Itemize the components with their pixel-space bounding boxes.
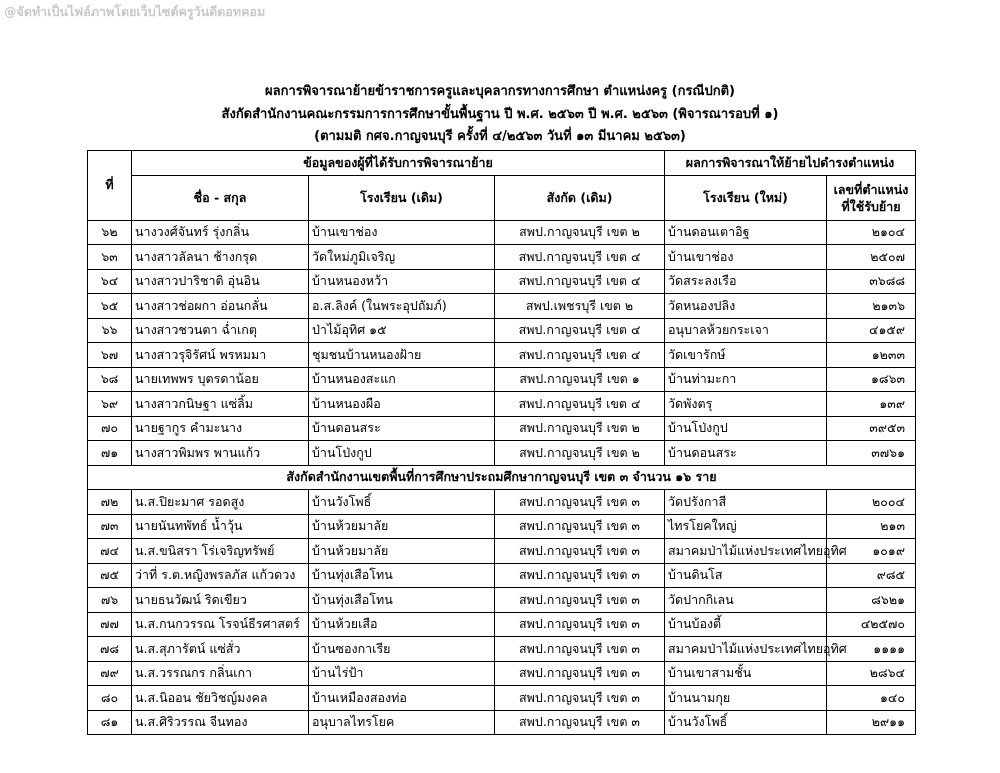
row-old-office: สพป.กาญจนบุรี เขต ๔ [495, 343, 665, 368]
section-title: สังกัดสำนักงานเขตพื้นที่การศึกษาประถมศึกษากาญจนบุรี เขต ๓ จำนวน ๑๖ ราย [88, 465, 916, 490]
row-new-school: บ้านบ้องตี้ [665, 612, 827, 637]
row-old-school: ชุมชนบ้านหนองฝ้าย [309, 343, 495, 368]
row-old-office: สพป.กาญจนบุรี เขต ๔ [495, 392, 665, 417]
row-old-office: สพป.กาญจนบุรี เขต ๓ [495, 661, 665, 686]
row-new-school: วัดเขารักษ์ [665, 343, 827, 368]
row-old-school: บ้านซองกาเรีย [309, 637, 495, 662]
row-old-school: บ้านทุ่งเสือโทน [309, 588, 495, 613]
row-name: นางสาวช่อผกา อ่อนกลั่น [132, 294, 309, 319]
row-number: ๗๔ [88, 539, 132, 564]
table-row [88, 710, 916, 735]
row-name: นางสาวพิมพร พานแก้ว [132, 441, 309, 466]
watermark: @จัดทำเป็นไฟล์ภาพโดยเว็บไซต์ครูวันดีดอทคอม [4, 4, 266, 19]
row-old-school: บ้านห้วยมาลัย [309, 539, 495, 564]
row-position-number: ๔๒๕๗๐ [827, 612, 916, 637]
row-number: ๖๒ [88, 220, 132, 245]
row-old-office: สพป.กาญจนบุรี เขต ๒ [495, 220, 665, 245]
row-old-school: บ้านโป่งกูป [309, 441, 495, 466]
row-name: น.ส.ศิริวรรณ จีนทอง [132, 710, 309, 735]
row-name: นางสาวรุจิรัศน์ พรหมมา [132, 343, 309, 368]
row-old-school: บ้านเหมืองสองท่อ [309, 686, 495, 711]
table-row [88, 245, 916, 270]
row-number: ๖๓ [88, 245, 132, 270]
row-new-school: บ้านดอนเตาอิฐ [665, 220, 827, 245]
row-old-school: บ้านห้วยมาลัย [309, 514, 495, 539]
row-old-office: สพป.กาญจนบุรี เขต ๒ [495, 416, 665, 441]
row-new-school: บ้านเขาสามชั้น [665, 661, 827, 686]
row-name: น.ส.กนกวรรณ โรจน์ธีรศาสตร์ [132, 612, 309, 637]
row-new-school: สมาคมป่าไม้แห่งประเทศไทยอุทิศ [665, 637, 827, 662]
row-old-office: สพป.กาญจนบุรี เขต ๓ [495, 588, 665, 613]
row-number: ๗๘ [88, 637, 132, 662]
row-position-number: ๒๑๐๔ [827, 220, 916, 245]
row-old-school: บ้านห้วยเสือ [309, 612, 495, 637]
header-applicant-info: ข้อมูลของผู้ที่ได้รับการพิจารณาย้าย [132, 151, 665, 176]
row-position-number: ๑๘๖๓ [827, 367, 916, 392]
row-old-office: สพป.กาญจนบุรี เขต ๔ [495, 318, 665, 343]
row-name: น.ส.นิออน ชัยวิชญ์มงคล [132, 686, 309, 711]
row-old-school: บ้านวังโพธิ์ [309, 490, 495, 515]
row-position-number: ๓๖๘๘ [827, 269, 916, 294]
table-row [88, 661, 916, 686]
row-new-school: สมาคมป่าไม้แห่งประเทศไทยอุทิศ [665, 539, 827, 564]
row-new-school: บ้านนามกุย [665, 686, 827, 711]
row-name: น.ส.ปิยะมาศ รอดสูง [132, 490, 309, 515]
row-old-school: บ้านหนองสะแก [309, 367, 495, 392]
row-name: นางสาวลัลนา ช้างกรุด [132, 245, 309, 270]
row-new-school: วัดพังตรุ [665, 392, 827, 417]
row-position-number: ๑๒๓๓ [827, 343, 916, 368]
row-number: ๗๒ [88, 490, 132, 515]
row-number: ๘๑ [88, 710, 132, 735]
row-new-school: บ้านวังโพธิ์ [665, 710, 827, 735]
row-old-school: วัดใหม่ภูมิเจริญ [309, 245, 495, 270]
row-old-school: อ.ส.ลิงค์ (ในพระอุปถัมภ์) [309, 294, 495, 319]
table-row [88, 612, 916, 637]
row-old-office: สพป.กาญจนบุรี เขต ๒ [495, 441, 665, 466]
header-position-number: เลขที่ตำแหน่งที่ใช้รับย้าย [827, 175, 916, 220]
row-number: ๗๖ [88, 588, 132, 613]
row-position-number: ๒๑๓ [827, 514, 916, 539]
transfer-results-table [87, 150, 916, 735]
table-row [88, 220, 916, 245]
row-new-school: บ้านดอนสระ [665, 441, 827, 466]
row-old-office: สพป.กาญจนบุรี เขต ๓ [495, 514, 665, 539]
table-row [88, 318, 916, 343]
row-old-school: อนุบาลไทรโยค [309, 710, 495, 735]
row-new-school: ไทรโยคใหญ่ [665, 514, 827, 539]
row-old-school: บ้านหนองผือ [309, 392, 495, 417]
table-row [88, 686, 916, 711]
row-old-school: ป่าไม้อุทิศ ๑๕ [309, 318, 495, 343]
row-name: น.ส.ขนิสรา โร่เจริญทรัพย์ [132, 539, 309, 564]
row-new-school: บ้านโป่งกูป [665, 416, 827, 441]
row-name: น.ส.วรรณกร กลิ่นเกา [132, 661, 309, 686]
row-name: นายฐากูร คำมะนาง [132, 416, 309, 441]
row-name: ว่าที่ ร.ต.หญิงพรลภัส แก้วดวง [132, 563, 309, 588]
row-position-number: ๑๓๙ [827, 392, 916, 417]
row-number: ๗๗ [88, 612, 132, 637]
row-old-school: บ้านหนองหว้า [309, 269, 495, 294]
row-new-school: วัดสระลงเรือ [665, 269, 827, 294]
row-position-number: ๘๖๒๑ [827, 588, 916, 613]
header-name: ชื่อ - สกุล [132, 175, 309, 220]
header-new-school: โรงเรียน (ใหม่) [665, 175, 827, 220]
row-old-office: สพป.กาญจนบุรี เขต ๔ [495, 269, 665, 294]
table-row [88, 490, 916, 515]
row-name: นางสาวชวนตา ฉ่ำเกตุ [132, 318, 309, 343]
row-old-office: สพป.กาญจนบุรี เขต ๓ [495, 612, 665, 637]
table-row [88, 269, 916, 294]
row-new-school: วัดหนองปลิง [665, 294, 827, 319]
row-position-number: ๓๗๖๑ [827, 441, 916, 466]
document-subtitle: สังกัดสำนักงานคณะกรรมการการศึกษาขั้นพื้นฐาน ปี พ.ศ. ๒๕๖๓ ปี พ.ศ. ๒๕๖๓ (พิจารณารอบที่ ๑) [221, 107, 779, 122]
row-old-office: สพป.เพชรบุรี เขต ๒ [495, 294, 665, 319]
row-old-office: สพป.กาญจนบุรี เขต ๓ [495, 637, 665, 662]
table-row [88, 637, 916, 662]
row-name: นางวงศ์จันทร์ รุ่งกลิ่น [132, 220, 309, 245]
table-row [88, 563, 916, 588]
row-number: ๗๑ [88, 441, 132, 466]
table-row [88, 367, 916, 392]
row-old-office: สพป.กาญจนบุรี เขต ๓ [495, 686, 665, 711]
document-resolution-note: (ตามมติ กศจ.กาญจนบุรี ครั้งที่ ๔/๒๕๖๓ วันที่ ๑๓ มีนาคม ๒๕๖๓) [314, 129, 686, 144]
header-no: ที่ [88, 151, 132, 221]
row-position-number: ๒๐๐๔ [827, 490, 916, 515]
row-old-office: สพป.กาญจนบุรี เขต ๓ [495, 490, 665, 515]
row-name: นายนันทพัทธ์ น้ำวุ้น [132, 514, 309, 539]
row-old-school: บ้านเขาช่อง [309, 220, 495, 245]
row-number: ๘๐ [88, 686, 132, 711]
table-row [88, 294, 916, 319]
row-new-school: วัดปากกิเลน [665, 588, 827, 613]
row-new-school: วัดปรังกาสี [665, 490, 827, 515]
table-row [88, 392, 916, 417]
row-old-office: สพป.กาญจนบุรี เขต ๑ [495, 367, 665, 392]
row-number: ๖๘ [88, 367, 132, 392]
row-name: นางสาวปาริชาติ อุ่นอิน [132, 269, 309, 294]
table-row [88, 441, 916, 466]
table-row [88, 343, 916, 368]
row-old-office: สพป.กาญจนบุรี เขต ๔ [495, 245, 665, 270]
row-number: ๖๖ [88, 318, 132, 343]
row-old-office: สพป.กาญจนบุรี เขต ๓ [495, 563, 665, 588]
row-number: ๗๙ [88, 661, 132, 686]
row-name: น.ส.สุภารัตน์ แซ่สั่ว [132, 637, 309, 662]
row-number: ๖๔ [88, 269, 132, 294]
row-position-number: ๒๘๖๔ [827, 661, 916, 686]
row-position-number: ๒๙๑๑ [827, 710, 916, 735]
row-position-number: ๒๑๓๖ [827, 294, 916, 319]
row-number: ๗๐ [88, 416, 132, 441]
row-old-office: สพป.กาญจนบุรี เขต ๓ [495, 539, 665, 564]
row-name: นายเทพพร บุตรดาน้อย [132, 367, 309, 392]
row-old-school: บ้านดอนสระ [309, 416, 495, 441]
header-transfer-result: ผลการพิจารณาให้ย้ายไปดำรงตำแหน่ง [665, 151, 916, 176]
row-new-school: อนุบาลห้วยกระเจา [665, 318, 827, 343]
table-row [88, 588, 916, 613]
row-position-number: ๑๐๑๙ [827, 539, 916, 564]
row-number: ๗๓ [88, 514, 132, 539]
row-number: ๖๙ [88, 392, 132, 417]
table-row [88, 514, 916, 539]
row-old-office: สพป.กาญจนบุรี เขต ๓ [495, 710, 665, 735]
header-old-office: สังกัด (เดิม) [495, 175, 665, 220]
row-position-number: ๑๔๐ [827, 686, 916, 711]
row-name: นายธนวัฒน์ ริดเขียว [132, 588, 309, 613]
row-position-number: ๓๙๕๓ [827, 416, 916, 441]
row-old-school: บ้านทุ่งเสือโทน [309, 563, 495, 588]
row-number: ๖๕ [88, 294, 132, 319]
row-position-number: ๒๕๐๗ [827, 245, 916, 270]
row-name: นางสาวกนิษฐา แซ่ลิ้ม [132, 392, 309, 417]
row-new-school: บ้านดินโส [665, 563, 827, 588]
row-old-school: บ้านไร่ป้า [309, 661, 495, 686]
row-position-number: ๑๑๑๑ [827, 637, 916, 662]
row-new-school: บ้านท่ามะกา [665, 367, 827, 392]
header-old-school: โรงเรียน (เดิม) [309, 175, 495, 220]
document-title: ผลการพิจารณาย้ายข้าราชการครูและบุคลากรทางการศึกษา ตำแหน่งครู (กรณีปกติ) [265, 84, 735, 99]
row-position-number: ๔๑๕๙ [827, 318, 916, 343]
table-row [88, 416, 916, 441]
table-row [88, 539, 916, 564]
row-number: ๗๕ [88, 563, 132, 588]
row-position-number: ๙๘๕ [827, 563, 916, 588]
row-new-school: บ้านเขาช่อง [665, 245, 827, 270]
row-number: ๖๗ [88, 343, 132, 368]
